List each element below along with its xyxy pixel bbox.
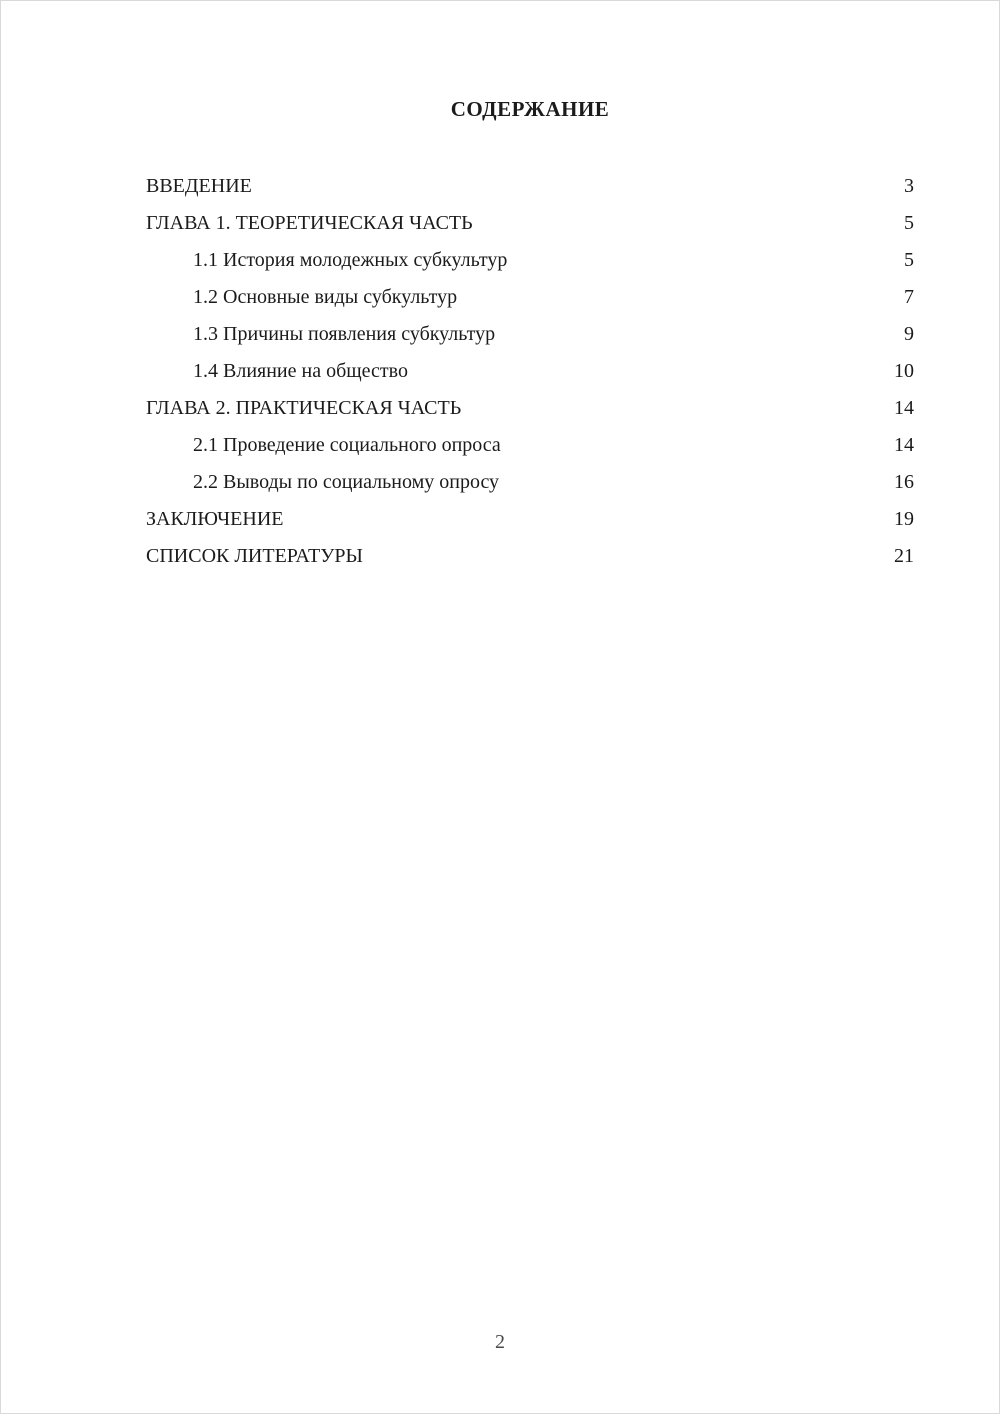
toc-entry-label: ГЛАВА 1. ТЕОРЕТИЧЕСКАЯ ЧАСТЬ (146, 212, 473, 234)
toc-entry (146, 279, 914, 316)
page-title: СОДЕРЖАНИЕ (450, 97, 610, 121)
toc-entry (146, 427, 914, 464)
toc-entry (146, 242, 914, 279)
toc-entry-label: СПИСОК ЛИТЕРАТУРЫ (146, 545, 363, 567)
toc-entry (146, 464, 914, 501)
page-number: 2 (495, 1331, 505, 1353)
toc-entry (146, 538, 914, 575)
toc-entry-label: ВВЕДЕНИЕ (146, 175, 252, 197)
toc-entry (146, 168, 914, 205)
toc-entry-page: 14 (894, 434, 914, 456)
toc-entry-page: 9 (904, 323, 914, 345)
toc-entry (146, 316, 914, 353)
toc-entry-label: 1.3 Причины появления субкультур (193, 323, 496, 345)
toc-entry-page: 5 (904, 212, 914, 234)
toc-entry-page: 10 (894, 360, 914, 382)
toc-entry-page: 16 (894, 471, 914, 493)
toc-entry (146, 353, 914, 390)
toc-entry-label: 1.1 История молодежных субкультур (193, 249, 508, 271)
toc-section (146, 97, 914, 575)
toc-entry-label: ГЛАВА 2. ПРАКТИЧЕСКАЯ ЧАСТЬ (146, 397, 462, 419)
toc-entry-page: 5 (904, 249, 914, 271)
toc-entry-page: 21 (894, 545, 914, 567)
toc-entry (146, 501, 914, 538)
toc-entry-label: 1.2 Основные виды субкультур (193, 286, 458, 308)
toc-entry-label: 2.2 Выводы по социальному опросу (193, 471, 500, 493)
toc-entry (146, 205, 914, 242)
toc-entry-page: 3 (904, 175, 914, 197)
toc-entry-page: 14 (894, 397, 914, 419)
toc-entry-page: 19 (894, 508, 914, 530)
toc-entry-page: 7 (904, 286, 914, 308)
toc-entry (146, 390, 914, 427)
toc-entry-label: 1.4 Влияние на общество (193, 360, 408, 382)
toc-entry-label: 2.1 Проведение социального опроса (193, 434, 501, 456)
toc-entry-label: ЗАКЛЮЧЕНИЕ (146, 508, 284, 530)
table-of-contents (146, 168, 914, 575)
